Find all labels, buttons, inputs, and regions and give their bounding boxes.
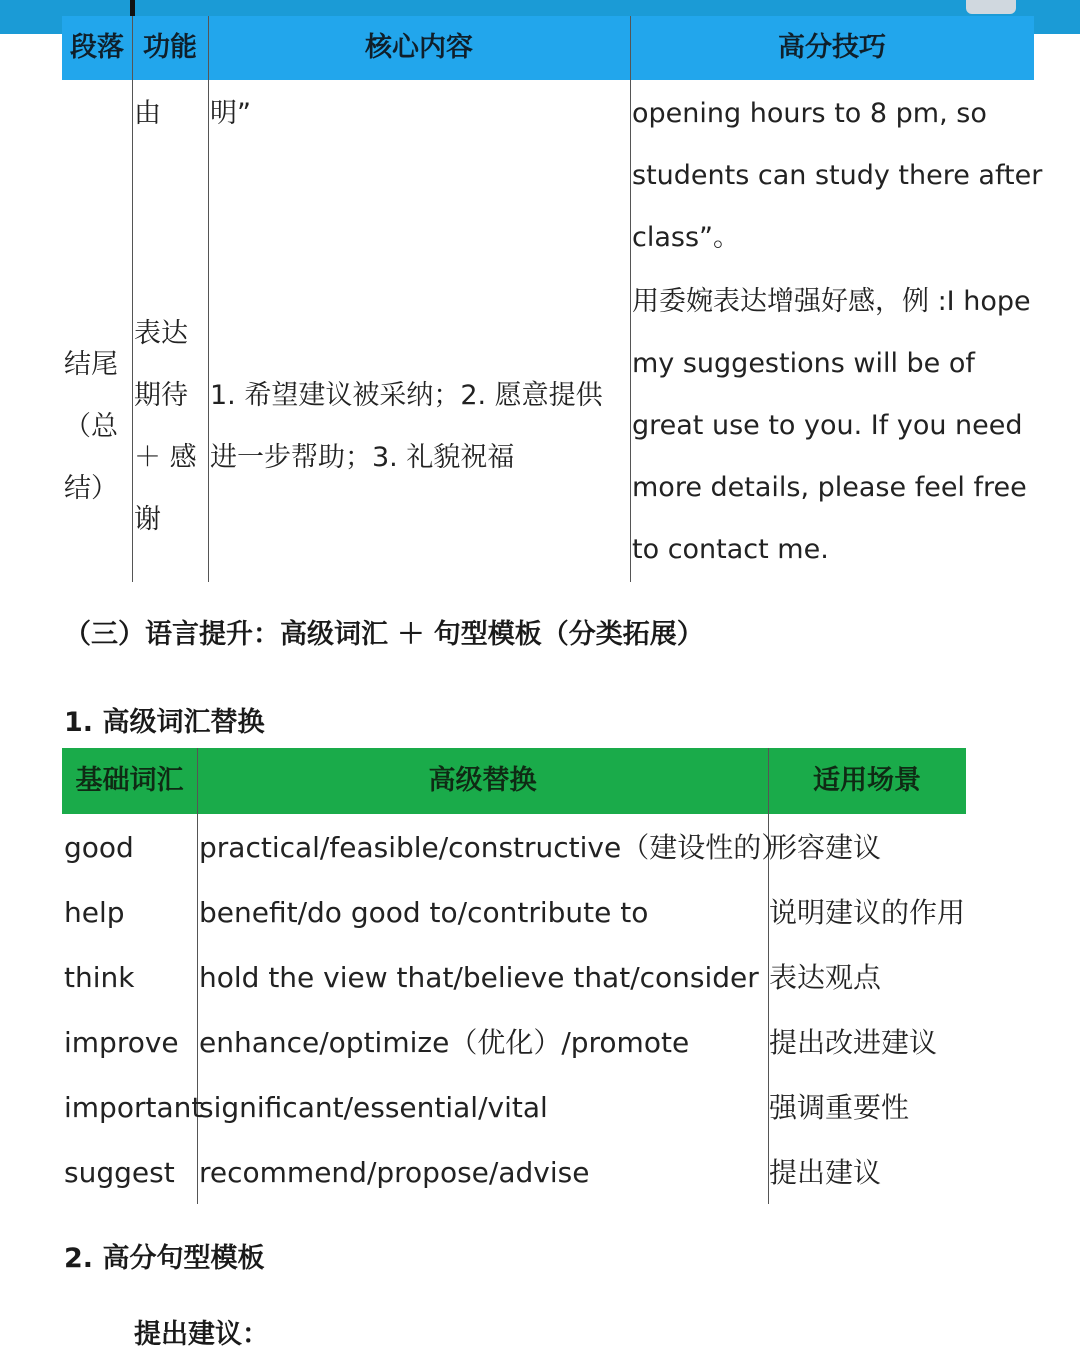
column-divider	[132, 16, 133, 582]
header-paragraph: 段落	[70, 32, 124, 63]
cell-function-line: 谢	[134, 504, 161, 535]
cell-function-line: 表达	[134, 318, 188, 349]
cell-tips-line: to contact me.	[632, 534, 829, 565]
table-row-basic: important	[64, 1091, 203, 1124]
top-mark	[130, 0, 135, 16]
header-core-content: 核心内容	[365, 32, 473, 63]
table-row-basic: improve	[64, 1026, 179, 1059]
table-row-usage: 说明建议的作用	[769, 896, 966, 929]
cell-paragraph-line: （总	[64, 411, 118, 442]
table-row-advanced: recommend/propose/advise	[199, 1156, 590, 1189]
table-row-basic: think	[64, 961, 135, 994]
header-basic-word: 基础词汇	[75, 765, 184, 796]
table-row-basic: suggest	[64, 1156, 175, 1189]
table-row-usage: 形容建议	[769, 831, 882, 864]
cell-content-top: 明”	[210, 98, 251, 129]
table-row-basic: help	[64, 896, 125, 929]
table-row-advanced: enhance/optimize（优化）/promote	[199, 1026, 690, 1059]
cell-tips-line: my suggestions will be of	[632, 348, 975, 379]
cell-content-line: 进一步帮助；3. 礼貌祝福	[210, 442, 515, 473]
cell-content-line: 1. 希望建议被采纳；2. 愿意提供	[210, 380, 603, 411]
table-row-usage: 强调重要性	[769, 1091, 910, 1124]
section-title: （三）语言提升：高级词汇 ＋ 句型模板（分类拓展）	[64, 619, 704, 650]
top-tab	[966, 0, 1016, 14]
cell-tips-line: students can study there after	[632, 160, 1043, 191]
cell-paragraph-line: 结尾	[64, 349, 118, 380]
subsection-title-templates: 2. 高分句型模板	[64, 1243, 265, 1274]
cell-function-line: ＋ 感	[134, 442, 197, 473]
structure-table	[62, 16, 1043, 582]
cell-paragraph-line: 结）	[64, 473, 118, 504]
table-row-basic: good	[64, 831, 134, 864]
table-row-usage: 表达观点	[769, 961, 882, 994]
vocab-table	[62, 748, 966, 1204]
header-advanced-word: 高级替换	[428, 765, 537, 796]
table-row-advanced: significant/essential/vital	[199, 1091, 548, 1124]
subsection-title-vocab: 1. 高级词汇替换	[64, 707, 265, 738]
header-function: 功能	[143, 32, 197, 63]
table-row-advanced: hold the view that/believe that/consider	[199, 961, 759, 994]
header-usage: 适用场景	[813, 765, 921, 796]
table-row-usage: 提出改进建议	[769, 1026, 938, 1059]
column-divider	[208, 16, 209, 582]
column-divider	[630, 16, 631, 582]
cell-tips-line: class”。	[632, 222, 741, 253]
table-row-advanced: benefit/do good to/contribute to	[199, 896, 649, 929]
header-tips: 高分技巧	[778, 32, 886, 63]
cell-tips-line: opening hours to 8 pm, so	[632, 98, 987, 129]
cell-function-top: 由	[134, 98, 161, 129]
table-row-advanced: practical/feasible/constructive（建设性的）	[199, 831, 790, 864]
table-row-usage: 提出建议	[769, 1156, 882, 1189]
cell-tips-line: 用委婉表达增强好感，例 :I hope	[632, 286, 1031, 317]
cell-tips-line: great use to you. If you need	[632, 410, 1023, 441]
cell-tips-line: more details, please feel free	[632, 472, 1027, 503]
cell-function-line: 期待	[134, 380, 188, 411]
subheading-suggestions: 提出建议：	[134, 1319, 269, 1350]
